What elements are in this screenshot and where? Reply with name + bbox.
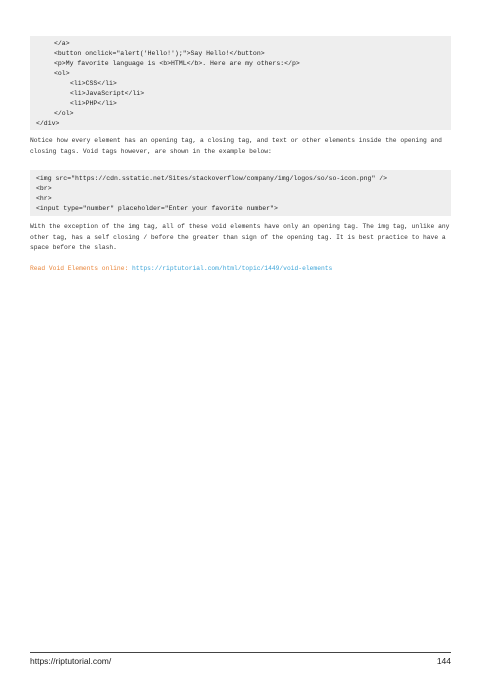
code-line: <ol> — [54, 70, 70, 77]
code-line: </a> — [54, 40, 70, 47]
footer-url[interactable]: https://riptutorial.com/ — [30, 656, 112, 666]
code-block-void-elements — [30, 170, 451, 216]
code-line: <li>CSS</li> — [70, 80, 117, 87]
paragraph-void-tags-explanation: With the exception of the img tag, all of these void elements have only an opening tag. The img tag, unlike any other tag, has a self closing / before the greater than sign of the opening tag. It is best practice to have a space before the slash. — [30, 223, 450, 251]
page-number: 144 — [436, 656, 451, 666]
read-online-link[interactable]: https://riptutorial.com/html/topic/1449/void-elements — [132, 265, 333, 272]
code-block-html-structure — [30, 36, 451, 130]
code-line: <li>JavaScript</li> — [70, 90, 145, 97]
footer-divider — [30, 652, 451, 653]
code-line: <img src="https://cdn.sstatic.net/Sites/stackoverflow/company/img/logos/so/so-icon.png" /> — [36, 175, 388, 182]
code-line: <li>PHP</li> — [70, 100, 117, 107]
code-line: </div> — [36, 120, 60, 127]
code-line: <button onclick="alert('Hello!');">Say Hello!</button> — [54, 50, 265, 57]
code-line: <hr> — [36, 195, 52, 202]
read-online-label: Read Void Elements online: — [30, 265, 133, 272]
code-line: </ol> — [54, 110, 74, 117]
code-line: <p>My favorite language is <b>HTML</b>. Here are my others:</p> — [54, 60, 300, 67]
read-online-line — [30, 264, 332, 274]
paragraph-void-tags-intro: Notice how every element has an opening tag, a closing tag, and text or other elements inside the opening and closing tags. Void tags however, are shown in the example below: — [30, 137, 442, 155]
code-line: <br> — [36, 185, 52, 192]
code-line: <input type="number" placeholder="Enter your favorite number"> — [36, 205, 278, 212]
